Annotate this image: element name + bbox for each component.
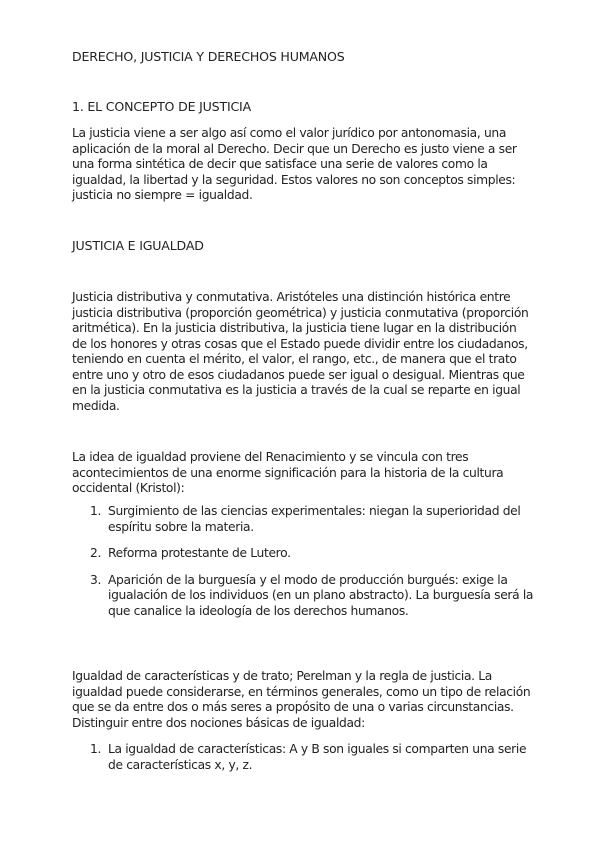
paragraph-concepto-justicia: La justicia viene a ser algo así como el valor jurídico por antonomasia, una aplicación de la moral al Derecho. Decir que un Derecho es justo viene a ser una forma sintética de decir que satisface una serie de valores como la igualdad, la libertad y la seguridad. Estos valores no son conceptos simples: justicia no siempre = igualdad. [72, 126, 517, 202]
section-heading-justicia-igualdad: JUSTICIA E IGUALDAD [72, 238, 204, 253]
list-item-text: Aparición de la burguesía y el modo de producción burgués: exige la igualación de los individuos (en un plano abstracto). La burguesía será la que canalice la ideología de los derechos humanos. [108, 572, 534, 618]
list-item-number: 2. [90, 546, 102, 560]
list-item-number: 3. [90, 572, 102, 587]
list-item [72, 546, 534, 562]
document-title: DERECHO, JUSTICIA Y DERECHOS HUMANOS [72, 49, 345, 64]
section-heading-concepto-justicia: 1. EL CONCEPTO DE JUSTICIA [72, 99, 251, 114]
list-item [72, 504, 534, 535]
list-item-number: 1. [90, 504, 102, 518]
paragraph-justicia-distributiva: Justicia distributiva y conmutativa. Aristóteles una distinción histórica entre justicia distributiva (proporción geométrica) y justicia conmutativa (proporción aritmética). En la justicia distributiva, la justicia tiene lugar en la distribución de los honores y otras cosas que el Estado puede dividir entre los ciudadanos, teniendo en cuenta el mérito, el valor, el rango, etc., de manera que el trato entre uno y otro de esos ciudadanos puede ser igual o desigual. Mientras que en la justicia conmutativa es la justicia a través de la cual se reparte en igual medida. [72, 290, 529, 413]
list-item-text: Surgimiento de las ciencias experimentales: niegan la superioridad del espíritu sobre la materia. [108, 504, 521, 534]
list-item-text: La igualdad de características: A y B son iguales si comparten una serie de características x, y, z. [108, 742, 527, 772]
list-nociones-igualdad [72, 742, 534, 784]
list-item [72, 742, 534, 773]
list-item-text: Reforma protestante de Lutero. [108, 546, 291, 560]
list-item [72, 573, 534, 620]
list-item-number: 1. [90, 742, 102, 756]
paragraph-idea-igualdad: La idea de igualdad proviene del Renacimiento y se vincula con tres acontecimientos de una enorme significación para la historia de la cultura occidental (Kristol): [72, 450, 504, 495]
list-acontecimientos [72, 504, 534, 630]
paragraph-igualdad-caracteristicas: Igualdad de características y de trato; Perelman y la regla de justicia. La igualdad puede considerarse, en términos generales, como un tipo de relación que se da entre dos o más seres a propósito de una o varias circunstancias. Distinguir entre dos nociones básicas de igualdad: [72, 669, 531, 730]
